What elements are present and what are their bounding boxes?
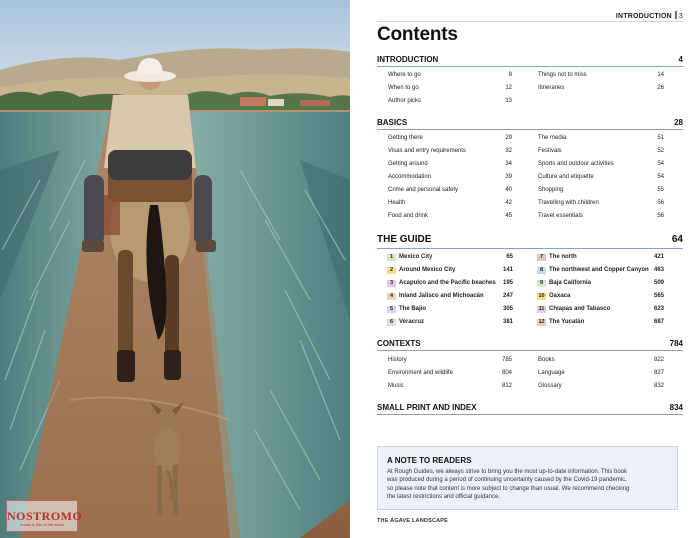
chapter-number-chip: 12: [538, 319, 545, 325]
chapter-number-chip: 3: [387, 280, 396, 287]
entry-page: 51: [657, 135, 664, 141]
section-page: 64: [671, 234, 683, 245]
entry-page: 32: [505, 148, 512, 154]
watermark-text: NOSTROMO: [7, 509, 83, 523]
chapter-page: 195: [502, 280, 513, 286]
entry-page: 54: [657, 161, 664, 167]
chapter-number-chip: 7: [537, 254, 546, 261]
entry-label: Itineraries: [538, 85, 565, 91]
toc-entry[interactable]: [388, 186, 512, 194]
toc-entry[interactable]: [538, 134, 664, 142]
chapter-label: Inland Jalisco and Michoacán: [399, 293, 484, 299]
running-head-bar: [675, 11, 677, 19]
entry-page: 55: [657, 187, 664, 193]
section-label: CONTEXTS: [377, 339, 421, 348]
toc-entry[interactable]: [538, 173, 664, 181]
entry-page: 45: [505, 213, 512, 219]
toc-entry[interactable]: [538, 160, 664, 168]
chapter-page: 463: [653, 267, 664, 273]
entry-page: 812: [501, 383, 512, 389]
note-line: the latest restrictions and official guidance.: [387, 493, 500, 500]
chapter-number-chip: 1: [387, 254, 396, 261]
guide-chapter[interactable]: [537, 305, 664, 314]
toc-entry[interactable]: [538, 84, 664, 92]
entry-page: 785: [501, 357, 512, 363]
chapter-page: 565: [653, 293, 664, 299]
note-to-readers-box: [377, 446, 678, 510]
toc-entry[interactable]: [388, 212, 512, 220]
running-head-section: INTRODUCTION: [615, 13, 672, 20]
chapter-page: 305: [502, 306, 513, 312]
entry-page: 34: [505, 161, 512, 167]
entry-page: 8: [508, 72, 512, 78]
guide-chapter[interactable]: [387, 279, 513, 288]
guide-chapter[interactable]: [387, 318, 513, 327]
entry-label: Getting around: [388, 161, 428, 167]
chapter-number-chip: 6: [387, 319, 396, 326]
chapter-label: The north: [549, 254, 577, 260]
entry-label: When to go: [388, 85, 419, 91]
toc-entry[interactable]: [388, 173, 512, 181]
entry-label: History: [388, 357, 407, 363]
section-introduction-head[interactable]: [377, 55, 683, 64]
entry-label: The media: [538, 135, 567, 141]
section-label: INTRODUCTION: [377, 55, 439, 64]
toc-entry[interactable]: [538, 212, 664, 220]
watermark-subtext: books & bits of the world: [20, 522, 64, 527]
toc-entry[interactable]: [388, 382, 512, 390]
entry-page: 804: [501, 370, 512, 376]
chapter-page: 623: [653, 306, 664, 312]
section-page: 784: [669, 339, 683, 348]
running-head: [616, 11, 683, 20]
chapter-label: Acapulco and the Pacific beaches: [399, 280, 496, 286]
section-rule: [377, 350, 683, 351]
entry-label: Where to go: [388, 72, 421, 78]
note-line: At Rough Guides, we always strive to bring you the most up-to-date information. This book: [387, 469, 628, 475]
chapter-label: The Bajío: [399, 306, 427, 312]
entry-page: 52: [657, 148, 664, 154]
entry-page: 13: [505, 98, 512, 104]
guide-chapter[interactable]: [537, 318, 664, 327]
section-basics-head[interactable]: [377, 118, 683, 127]
entry-page: 12: [505, 85, 512, 91]
chapter-page: 687: [653, 319, 664, 325]
toc-entry[interactable]: [388, 147, 512, 155]
entry-page: 14: [657, 72, 664, 78]
entry-label: Travel essentials: [538, 213, 583, 219]
entry-label: Festivals: [538, 148, 562, 154]
chapter-label: Mexico City: [399, 254, 433, 260]
entry-label: Travelling with children: [538, 200, 599, 206]
chapter-number-chip: 9: [537, 280, 546, 287]
section-label: SMALL PRINT AND INDEX: [377, 403, 477, 412]
toc-entry[interactable]: [388, 71, 512, 79]
entry-label: Culture and etiquette: [538, 174, 594, 180]
guide-chapter[interactable]: [537, 266, 664, 275]
header-rule: [377, 21, 683, 22]
guide-chapter[interactable]: [537, 279, 664, 288]
toc-entry[interactable]: [388, 356, 512, 364]
chapter-page: 421: [653, 254, 664, 260]
chapter-number-chip: 10: [538, 293, 545, 299]
toc-entry[interactable]: [388, 97, 512, 105]
entry-label: Visas and entry requirements: [388, 148, 466, 154]
page-number: 3: [678, 13, 683, 20]
section-label: BASICS: [377, 118, 408, 127]
entry-label: Environment and wildlife: [388, 370, 454, 376]
chapter-page: 509: [653, 280, 664, 286]
chapter-label: The Yucatán: [549, 319, 585, 325]
toc-entry[interactable]: [538, 369, 664, 377]
guide-chapter[interactable]: [537, 292, 664, 301]
chapter-number-chip: 2: [387, 267, 396, 274]
chapter-page: 141: [502, 267, 513, 273]
guide-chapter[interactable]: [387, 292, 513, 301]
entry-label: Language: [538, 370, 565, 376]
entry-page: 39: [505, 174, 512, 180]
toc-entry[interactable]: [538, 356, 664, 364]
toc-entry[interactable]: [538, 199, 664, 207]
note-line: so please note that content is more subject to change than usual. We recommend checking: [387, 485, 630, 492]
toc-entry[interactable]: [388, 199, 512, 207]
entry-page: 56: [657, 213, 664, 219]
page-title: Contents: [377, 24, 458, 45]
section-small-print-head[interactable]: [377, 403, 683, 412]
chapter-label: Veracruz: [399, 319, 425, 325]
entry-page: 832: [653, 383, 664, 389]
section-page: 834: [669, 403, 683, 412]
note-text: [387, 468, 669, 501]
contents-page: [350, 0, 700, 538]
toc-entry[interactable]: [538, 71, 664, 79]
toc-entry[interactable]: [538, 382, 664, 390]
chapter-number-chip: 11: [538, 306, 545, 312]
toc-entry[interactable]: [538, 147, 664, 155]
guide-chapter[interactable]: [387, 305, 513, 314]
section-page: 4: [678, 55, 683, 64]
guide-chapter[interactable]: [537, 253, 664, 262]
chapter-page: 65: [506, 254, 513, 260]
entry-label: Things not to miss: [538, 72, 587, 78]
entry-page: 822: [653, 357, 664, 363]
entry-page: 26: [657, 85, 664, 91]
section-rule: [377, 248, 683, 249]
entry-label: Author picks: [388, 98, 422, 104]
toc-entry[interactable]: [388, 84, 512, 92]
guide-chapter[interactable]: [387, 266, 513, 275]
entry-page: 56: [657, 200, 664, 206]
section-label: THE GUIDE: [377, 234, 432, 245]
guide-chapter[interactable]: [387, 253, 513, 262]
entry-label: Crime and personal safety: [388, 187, 459, 193]
section-page: 28: [674, 118, 683, 127]
chapter-number-chip: 5: [387, 306, 396, 313]
section-rule: [377, 66, 683, 67]
chapter-page: 381: [502, 319, 513, 325]
entry-page: 29: [505, 135, 512, 141]
entry-label: Glossary: [538, 383, 562, 389]
note-line: was produced during a period of continuing uncertainty caused by the Covid-19 pandemic,: [387, 477, 627, 484]
entry-label: Sports and outdoor activities: [538, 161, 614, 167]
entry-label: Shopping: [538, 187, 564, 193]
section-rule: [377, 129, 683, 130]
toc-entry[interactable]: [538, 186, 664, 194]
entry-label: Accommodation: [388, 174, 432, 180]
entry-label: Food and drink: [388, 213, 429, 219]
entry-label: Music: [388, 383, 404, 389]
chapter-label: Chiapas and Tabasco: [549, 306, 611, 312]
entry-page: 42: [505, 200, 512, 206]
chapter-label: Baja California: [549, 280, 592, 286]
entry-page: 827: [653, 370, 664, 376]
chapter-label: Around Mexico City: [399, 267, 456, 273]
toc-entry[interactable]: [388, 369, 512, 377]
entry-label: Getting there: [388, 135, 423, 141]
entry-label: Health: [388, 200, 406, 206]
toc-entry[interactable]: [388, 160, 512, 168]
entry-label: Books: [538, 357, 555, 363]
chapter-label: Oaxaca: [549, 293, 571, 299]
section-guide-head[interactable]: [377, 234, 683, 245]
photo-caption: THE AGAVE LANDSCAPE: [377, 518, 449, 524]
entry-page: 40: [505, 187, 512, 193]
nostromo-watermark: [6, 500, 83, 532]
note-title: A NOTE TO READERS: [387, 456, 472, 465]
chapter-number-chip: 8: [537, 267, 546, 274]
chapter-number-chip: 4: [387, 293, 396, 300]
section-rule: [377, 414, 683, 415]
chapter-page: 247: [502, 293, 513, 299]
chapter-label: The northwest and Copper Canyon: [549, 267, 649, 273]
toc-entry[interactable]: [388, 134, 512, 142]
section-contexts-head[interactable]: [377, 339, 683, 348]
entry-page: 54: [657, 174, 664, 180]
